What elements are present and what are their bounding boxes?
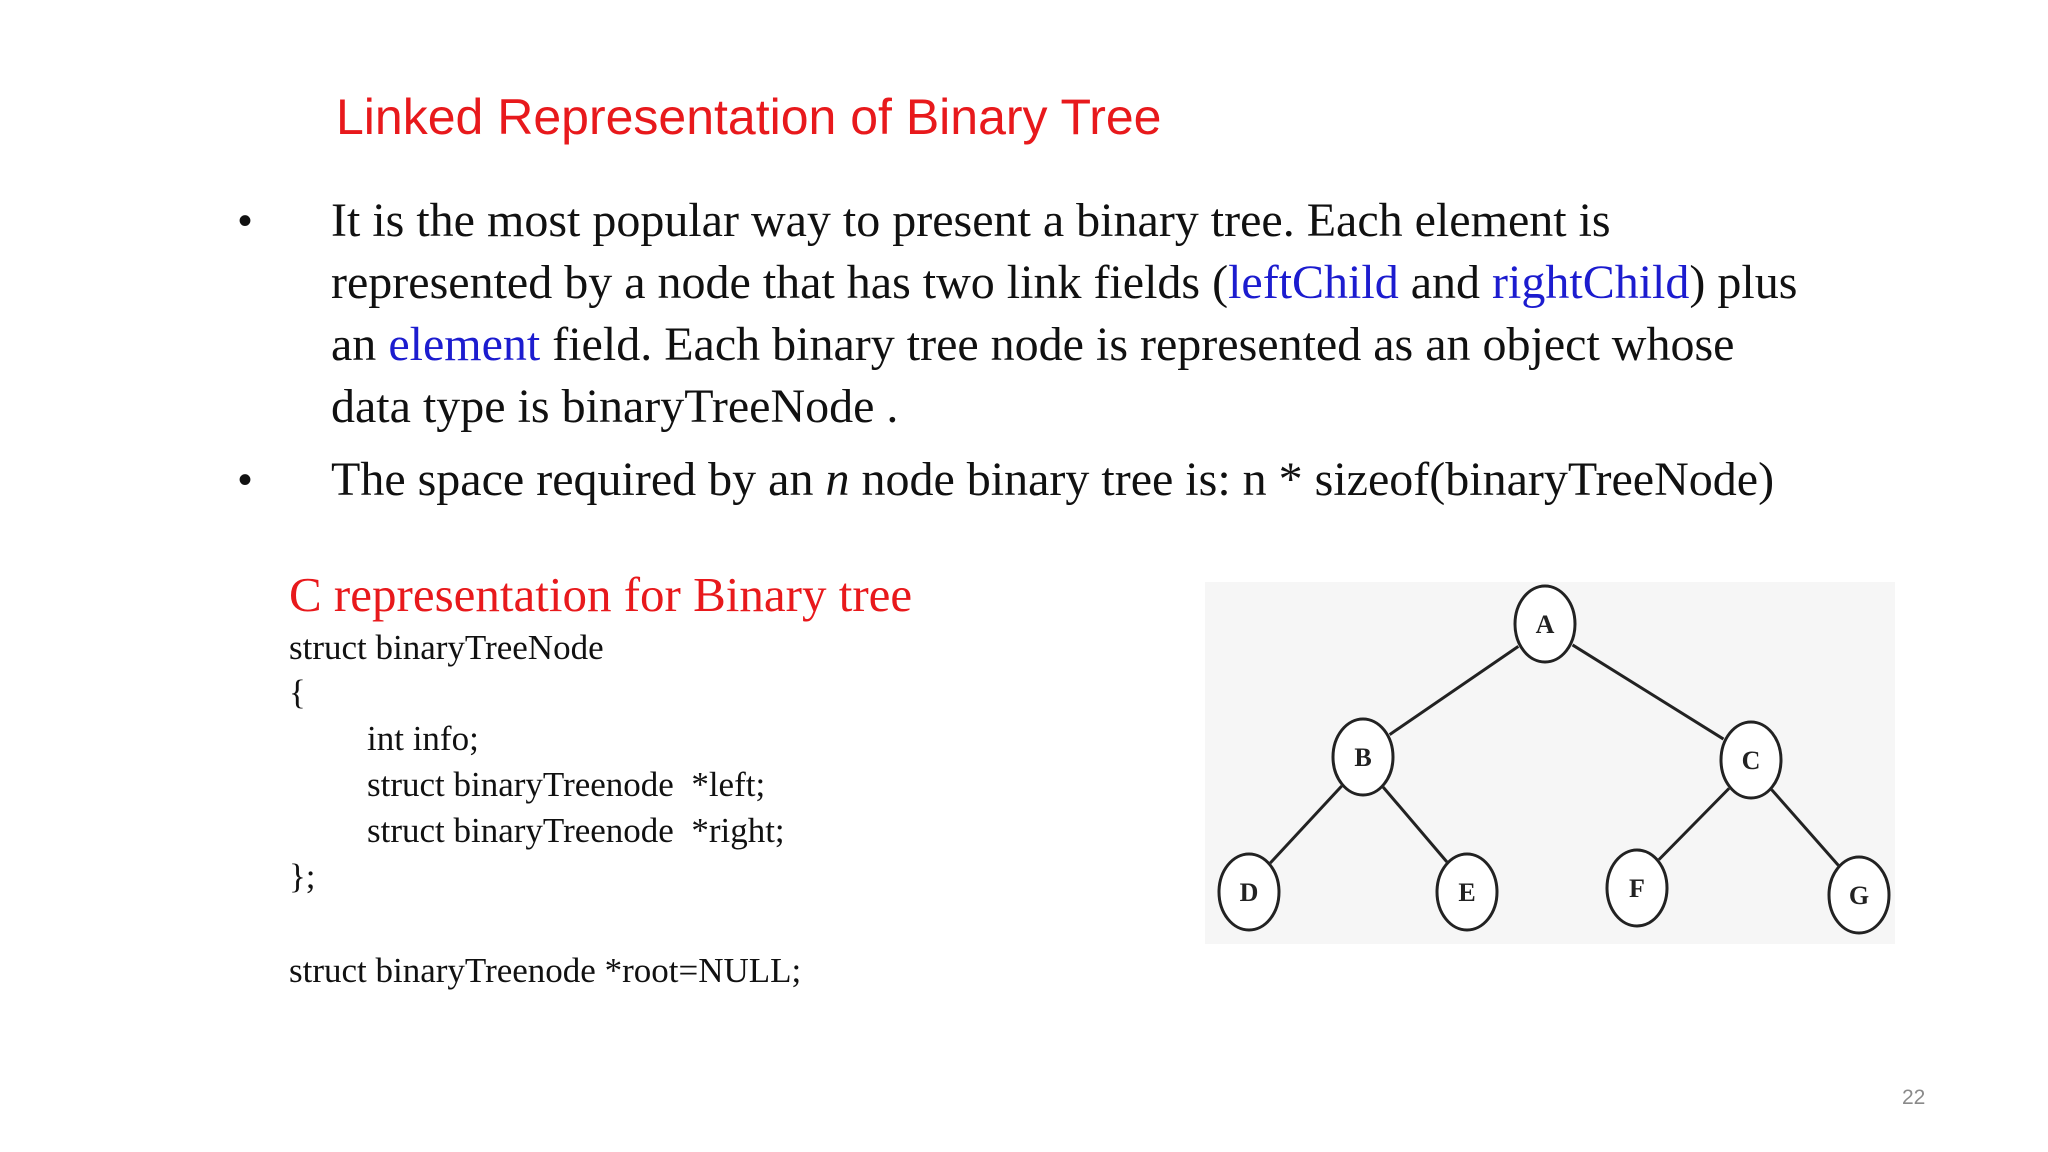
binary-tree-svg <box>1205 582 1895 944</box>
tree-node-B <box>1333 719 1393 795</box>
tree-edge-B-D <box>1270 786 1341 863</box>
tree-node-label: G <box>1848 881 1870 910</box>
tree-nodes <box>1219 586 1889 933</box>
bullet-1-line-4: data type is binaryTreeNode . <box>331 380 899 433</box>
tree-node-D <box>1219 854 1279 930</box>
code-line-7: struct binaryTreenode *root=NULL; <box>289 951 802 990</box>
code-section-title: C representation for Binary tree <box>289 567 913 622</box>
code-line-1: struct binaryTreeNode <box>289 628 604 667</box>
keyword-leftchild: leftChild <box>1228 256 1399 309</box>
tree-edge-C-F <box>1659 788 1729 859</box>
bullet-marker: • <box>238 199 253 243</box>
tree-edge-B-E <box>1383 787 1447 862</box>
tree-node-label: D <box>1239 878 1259 907</box>
tree-node-label: C <box>1741 746 1761 775</box>
tree-node-C <box>1721 722 1781 798</box>
tree-node-E <box>1437 854 1497 930</box>
tree-node-label: B <box>1354 743 1372 772</box>
tree-node-G <box>1829 857 1889 933</box>
page-number: 22 <box>1902 1086 1926 1109</box>
code-line-2: { <box>289 673 306 712</box>
bullet-marker: • <box>238 458 253 502</box>
code-line-5: struct binaryTreenode *right; <box>367 811 785 850</box>
slide-title: Linked Representation of Binary Tree <box>336 89 1162 145</box>
binary-tree-diagram <box>1205 582 1895 944</box>
tree-edge-A-B <box>1390 646 1519 734</box>
code-line-4: struct binaryTreenode *left; <box>367 765 766 804</box>
code-line-6: }; <box>289 857 316 896</box>
tree-node-label: E <box>1458 878 1476 907</box>
tree-edge-A-C <box>1573 645 1724 739</box>
keyword-element: element <box>388 318 541 371</box>
bullet-1-line-1: It is the most popular way to present a binary tree. Each element is <box>331 194 1611 247</box>
keyword-rightchild: rightChild <box>1492 256 1690 309</box>
bullet-2-line-1: The space required by an n node binary tree is: n * sizeof(binaryTreeNode) <box>331 453 1775 506</box>
code-line-3: int info; <box>367 719 479 758</box>
tree-node-label: A <box>1535 610 1555 639</box>
tree-node-A <box>1515 586 1575 662</box>
italic-n: n <box>825 453 850 506</box>
tree-node-label: F <box>1629 874 1645 903</box>
tree-edge-C-G <box>1772 790 1839 866</box>
bullet-1-line-2: represented by a node that has two link fields (leftChild and rightChild) plus <box>331 256 1798 309</box>
bullet-1-line-3: an element field. Each binary tree node is represented as an object whose <box>331 318 1735 371</box>
tree-node-F <box>1607 850 1667 926</box>
